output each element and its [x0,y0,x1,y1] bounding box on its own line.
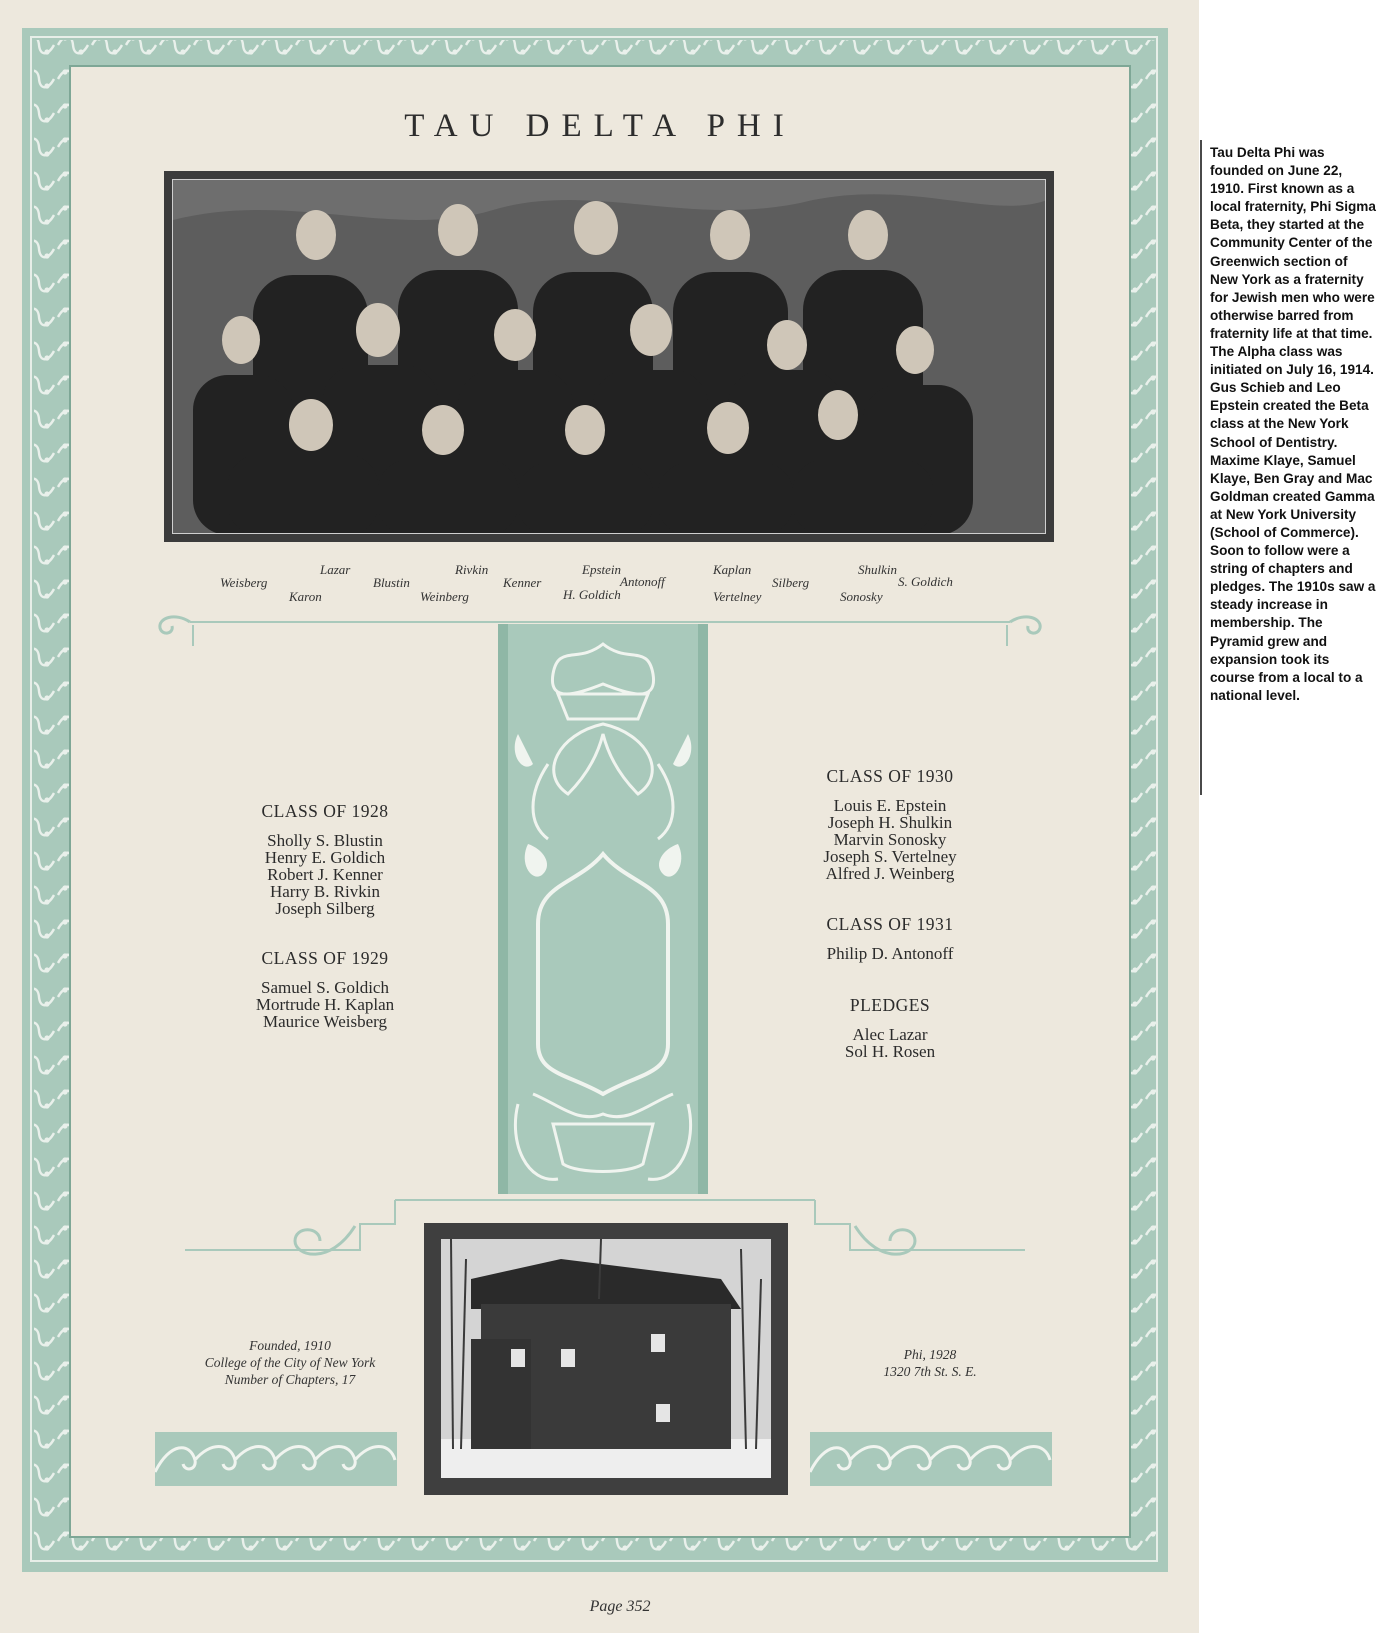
founding-chapters: Number of Chapters, 17 [224,1372,356,1387]
member-name: Samuel S. Goldich [261,978,389,997]
class-1928-block [190,801,460,917]
group-photo-figures [173,180,1046,534]
pledges-heading: PLEDGES [849,995,931,1015]
history-sidebar-text: Tau Delta Phi was founded on June 22, 1910. First known as a local fraternity, Phi Sigma Beta, they started at the Community Center of the Greenwich section of New York as a fraternity for Jewish men who were otherwise barred from fraternity life at that time. The Alpha class was initiated on July 16, 1914. Gus Schieb and Leo Epstein created the Beta class at the New York School of Dentistry. Maxime Klaye, Samuel Klaye, Ben Gray and Mac Goldman created Gamma at New York University (School of Commerce). Soon to follow were a string of chapters and pledges. The 1910s saw a steady increase in membership. The Pyramid grew and expansion took its course from a local to a national level. [1210,145,1376,703]
member-name: Joseph Silberg [275,899,375,918]
caption-sonosky: Sonosky [840,589,883,604]
class-1931-heading: CLASS OF 1931 [826,914,954,934]
class-1930-block [755,766,1025,882]
house-photo [441,1239,771,1478]
page-title: TAU DELTA PHI [404,108,796,144]
caption-epstein: Epstein [582,562,621,577]
caption-kenner: Kenner [503,575,542,590]
founding-year: Founded, 1910 [249,1338,331,1353]
member-name: Joseph H. Shulkin [827,813,953,832]
member-name: Philip D. Antonoff [826,944,954,963]
right-frieze [810,1432,1052,1486]
page-number: Page 352 [589,1598,651,1615]
ornamental-column [498,624,708,1194]
caption-s-goldich: S. Goldich [898,574,953,589]
class-1929-heading: CLASS OF 1929 [261,948,389,968]
caption-lazar: Lazar [320,562,351,577]
class-1931-block [755,914,1025,962]
member-name: Marvin Sonosky [833,830,947,849]
member-name: Louis E. Epstein [833,796,947,815]
member-name: Sholly S. Blustin [267,831,383,850]
founding-college: College of the City of New York [204,1355,376,1370]
sidebar-divider [1200,140,1202,795]
pledges-block [755,995,1025,1060]
founding-info [170,1337,410,1388]
caption-h-goldich: H. Goldich [563,587,621,602]
caption-rivkin: Rivkin [455,562,489,577]
member-name: Joseph S. Vertelney [823,847,957,866]
caption-kaplan: Kaplan [713,562,752,577]
chapter-name: Phi, 1928 [903,1347,957,1362]
member-name: Harry B. Rivkin [269,882,381,901]
class-1928-heading: CLASS OF 1928 [261,801,389,821]
caption-weinberg: Weinberg [420,589,469,604]
caption-vertelney: Vertelney [713,589,762,604]
caption-karon: Karon [289,589,322,604]
caption-antonoff: Antonoff [620,574,665,589]
caption-weisberg: Weisberg [220,575,268,590]
member-name: Alec Lazar [852,1025,928,1044]
class-1929-block [190,948,460,1030]
member-name: Mortrude H. Kaplan [255,995,395,1014]
chapter-address: 1320 7th St. S. E. [883,1364,977,1379]
left-frieze [155,1432,397,1486]
member-name: Henry E. Goldich [264,848,386,867]
caption-shulkin: Shulkin [858,562,897,577]
group-photo [172,179,1046,534]
member-name: Maurice Weisberg [262,1012,388,1031]
class-1930-heading: CLASS OF 1930 [826,766,954,786]
caption-silberg: Silberg [772,575,810,590]
caption-blustin: Blustin [373,575,410,590]
member-name: Robert J. Kenner [267,865,383,884]
chapter-info [830,1346,1030,1380]
member-name: Alfred J. Weinberg [825,864,955,883]
member-name: Sol H. Rosen [844,1042,936,1061]
